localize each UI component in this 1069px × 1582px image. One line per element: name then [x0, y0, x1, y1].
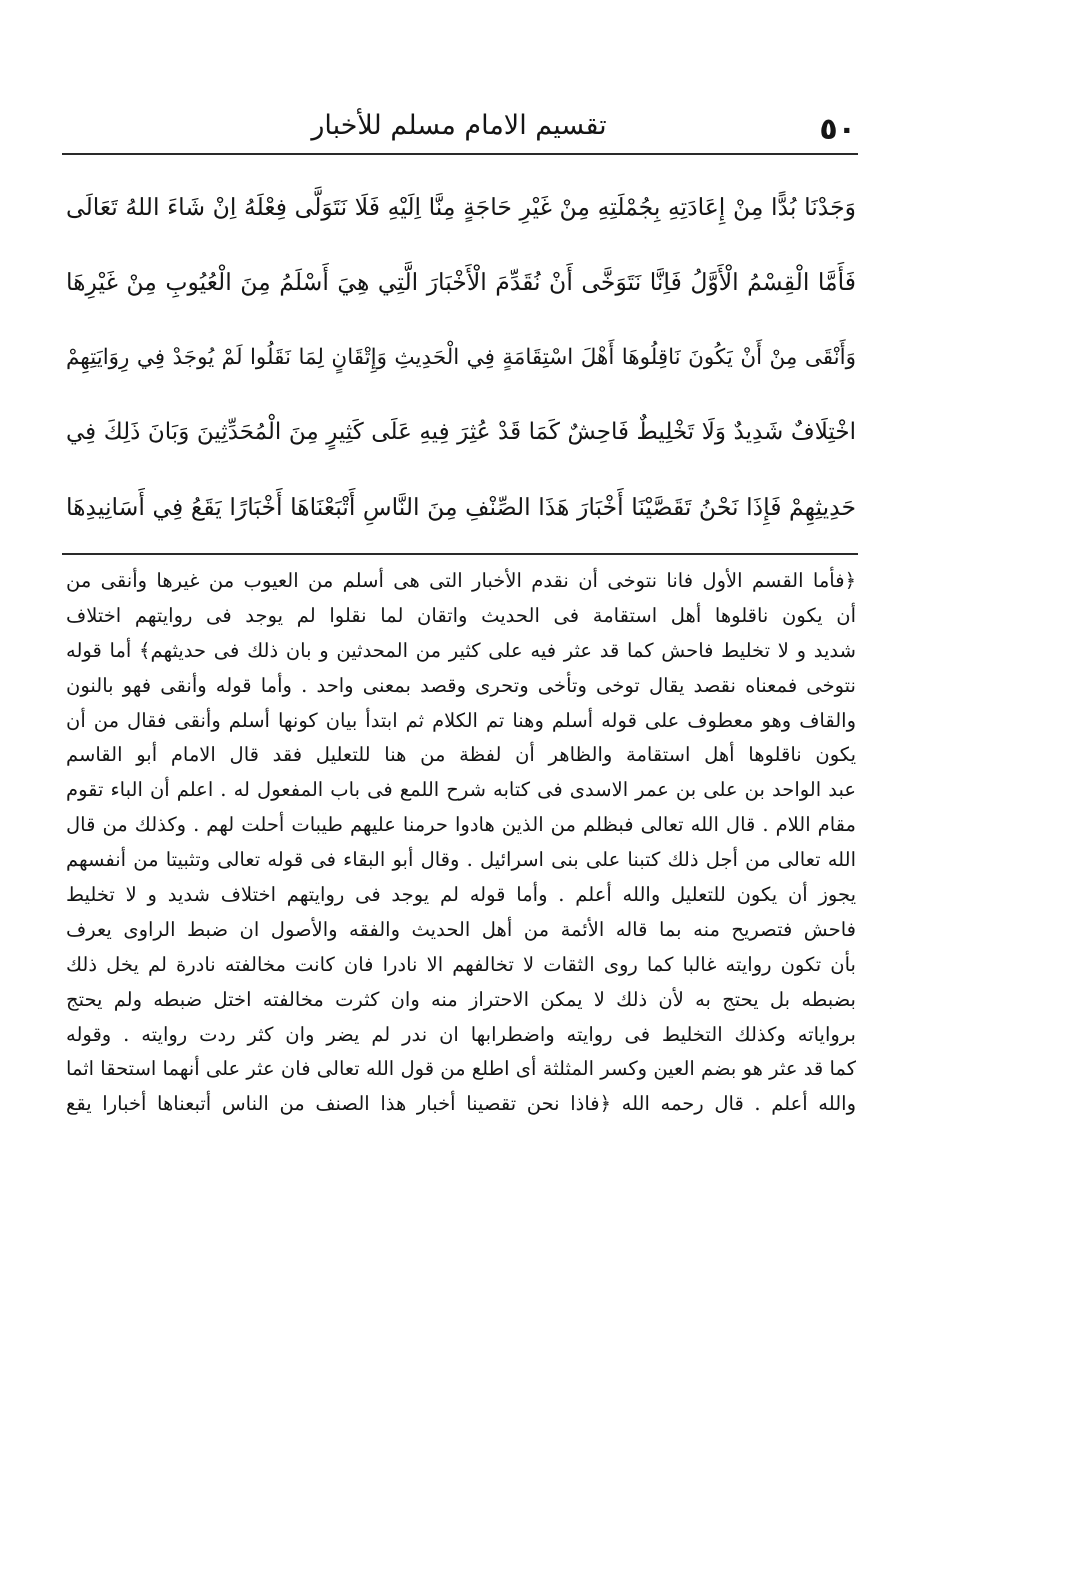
commentary-line: ﴿فأما القسم الأول فانا نتوخى أن نقدم الأخبار التى هى أسلم من العيوب من غيرها وأنقى من [66, 569, 856, 592]
commentary-line: بضبطه بل يحتج به لأن ذلك لا يمكن الاحتراز منه وان كثرت مخالفته اختل ضبطه ولم يحتج [66, 987, 856, 1011]
commentary-line: فاحش فتصريح منه بما قاله الأئمة من أهل الحديث والفقه والأصول ان ضبط الراوى يعرف [66, 917, 856, 941]
commentary-line: والقاف وهو معطوف على قوله أسلم وهنا تم الكلام ثم ابتدأ بيان كونها أسلم وأنقى فقال من أن [66, 708, 856, 732]
commentary-line: الله تعالى من أجل ذلك كتبنا على بنى اسرائيل . وقال أبو البقاء فى قوله تعالى وتثبيتا من أنفسهم [66, 848, 856, 872]
commentary-line: كما قد عثر هو بضم العين وكسر المثلثة أى اطلع من قول الله تعالى فان عثر على أنهما استحقا اثما [66, 1057, 856, 1081]
hadith-line: اخْتِلَافٌ شَدِيدٌ وَلَا تَخْلِيطٌ فَاحِشٌ كَمَا قَدْ عُثِرَ فِيهِ عَلَى كَثِيرٍ مِنَ الْمُحَدِّثِينَ وَبَانَ ذَلِكَ فِي [66, 419, 856, 445]
commentary-block [66, 564, 856, 1122]
commentary-line: بأن تكون روايته غالبا كما روى الثقات لا تخالفهم الا نادرا فان كانت مخالفته نادرة لم يخل ذلك [66, 952, 856, 976]
commentary-line: مقام اللام . قال الله تعالى فبظلم من الذين هادوا حرمنا عليهم طيبات أحلت لهم . وكذلك من قال [66, 813, 856, 837]
hadith-line: حَدِيثِهِمْ فَإِذَا نَحْنُ تَقَصَّيْنَا أَخْبَارَ هَذَا الصِّنْفِ مِنَ النَّاسِ أَتْبَعْنَاهَا أَخْبَارًا يَقَعُ فِي أَسَانِيدِهَا [66, 493, 856, 521]
header-rule [62, 153, 858, 155]
commentary-line: شديد و لا تخليط فاحش كما قد عثر فيه على كثير من المحدثين و بان ذلك فى حديثهم﴾ أما قوله [66, 638, 856, 662]
commentary-line: عبد الواحد بن على بن عمر الاسدى فى كتابه شرح اللمع فى باب المفعول له . اعلم أن الباء تقوم [66, 778, 856, 802]
hadith-line: وَجَدْنَا بُدًّا مِنْ إِعَادَتِهِ بِجُمْلَتِهِ مِنْ غَيْرِ حَاجَةٍ مِنَّا اِلَيْهِ فَلَا نَتَوَلَّى فِعْلَهُ اِنْ شَاءَ اللهُ تَعَالَى [66, 193, 856, 221]
commentary-line: نتوخى فمعناه نقصد يقال توخى وتأخى وتحرى وقصد بمعنى واحد . وأما قوله وأنقى فهو بالنون [66, 673, 856, 697]
page-number: ٥٠ [819, 112, 856, 147]
hadith-text-block [66, 170, 856, 545]
commentary-line: أن يكون ناقلوها أهل استقامة فى الحديث واتقان لما نقلوا لم يوجد فى روايتهم اختلاف [66, 603, 856, 627]
hadith-line: فَأَمَّا الْقِسْمُ الْأَوَّلُ فَاِنَّا نَتَوَخَّى أَنْ نُقَدِّمَ الْأَخْبَارَ الَّتِي هِيَ أَسْلَمُ مِنَ الْعُيُوبِ مِنْ غَيْرِهَا [66, 268, 856, 296]
commentary-line: والله أعلم . قال رحمه الله ﴿فاذا نحن تقصينا أخبار هذا الصنف من الناس أتبعناها أخبارا يقع [66, 1092, 856, 1116]
commentary-line: يجوز أن يكون للتعليل والله أعلم . وأما قوله لم يوجد فى روايتهم اختلاف شديد و لا تخليط [66, 883, 856, 907]
running-title: تقسيم الامام مسلم للأخبار [311, 110, 607, 141]
commentary-line: برواياته وكذلك التخليط فى روايته واضطرابها ان ندر لم يضر وان كثر ردت روايته . وقوله [66, 1022, 856, 1046]
commentary-line: يكون ناقلوها أهل استقامة والظاهر أن لفظة من هنا للتعليل فقد قال الامام أبو القاسم [66, 743, 856, 767]
section-divider [62, 553, 858, 555]
page-header [62, 108, 856, 152]
hadith-line: وَأَنْقَى مِنْ أَنْ يَكُونَ نَاقِلُوهَا أَهْلَ اسْتِقَامَةٍ فِي الْحَدِيثِ وَإِتْقَانٍ لِمَا نَقَلُوا لَمْ يُوجَدْ فِي رِوَايَتِهِمْ [66, 345, 856, 370]
